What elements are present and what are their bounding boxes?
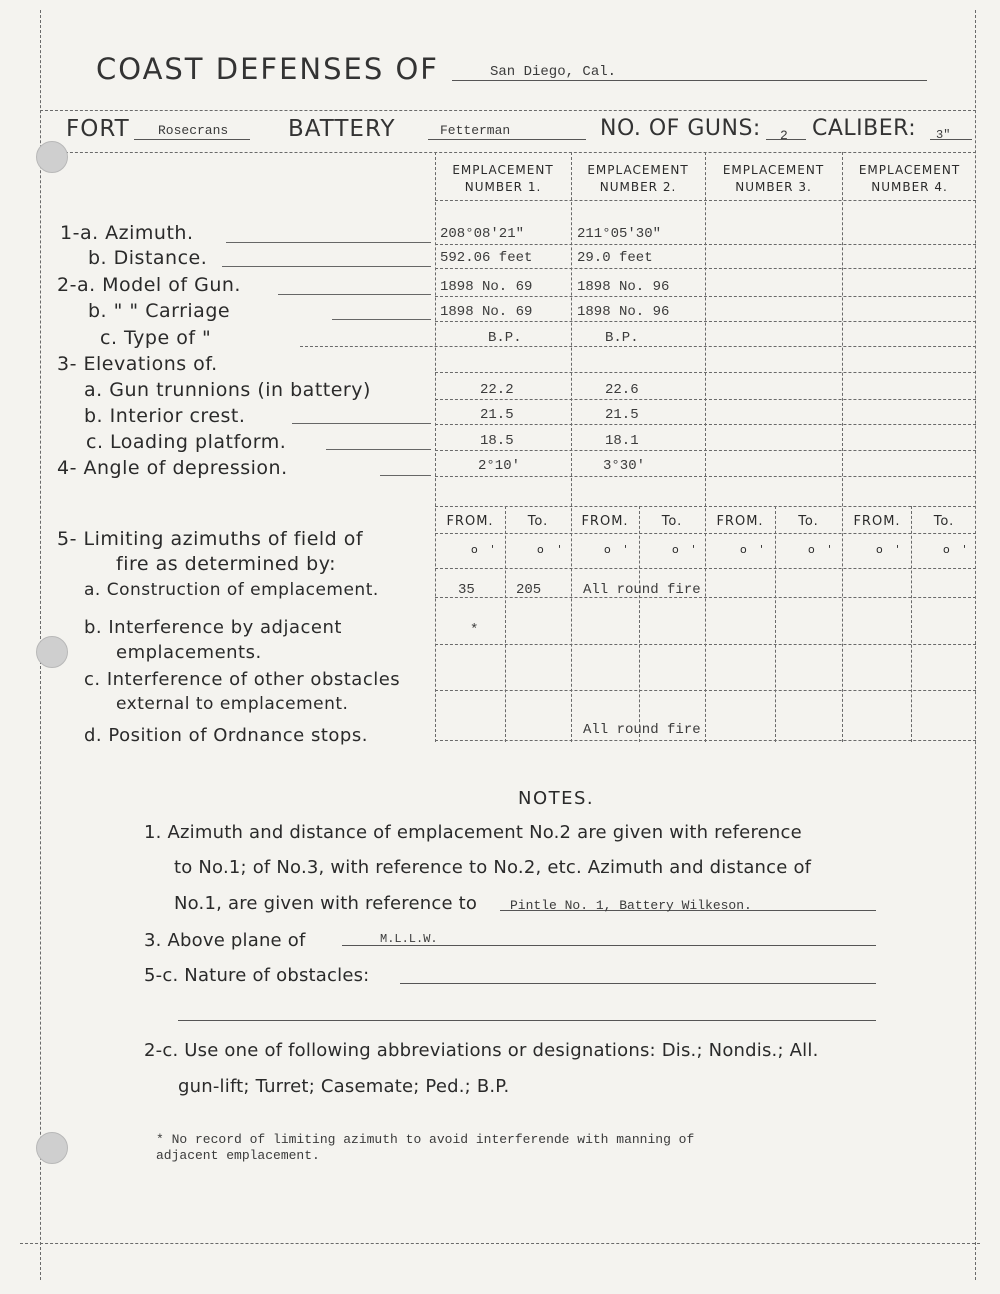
- minute-mark: ': [491, 543, 495, 556]
- label-interference-obstacles-1: c. Interference of other obstacles: [84, 669, 401, 690]
- bottom-border-line: [20, 1243, 980, 1244]
- battery-line: [428, 139, 586, 140]
- row-line: [300, 346, 976, 347]
- distance-e1: 592.06 feet: [440, 250, 533, 266]
- degree-mark: o: [604, 543, 611, 556]
- row-line: [435, 568, 976, 569]
- construction-e1-to: 205: [516, 582, 542, 598]
- type-e1: B.P.: [488, 330, 522, 346]
- leader-line: [326, 449, 431, 450]
- trunnions-e2: 22.6: [605, 382, 639, 398]
- platform-e2: 18.1: [605, 433, 639, 449]
- col-line-2: [571, 152, 572, 742]
- ordnance-stops-e2: All round fire: [583, 722, 701, 738]
- note-5c-underline-1: [400, 983, 876, 984]
- degree-mark: o: [672, 543, 679, 556]
- footnote-line-2: adjacent emplacement.: [156, 1148, 320, 1163]
- azimuth-e2: 211°05'30": [577, 226, 662, 242]
- carriage-e2: 1898 No. 96: [577, 304, 670, 320]
- crest-e2: 21.5: [605, 407, 639, 423]
- caliber-value: 3": [936, 128, 951, 142]
- note-2c-line-1: 2-c. Use one of following abbreviations or designations: Dis.; Nondis.; All.: [144, 1040, 819, 1061]
- label-carriage: b. " " Carriage: [88, 300, 231, 322]
- label-elevations: 3- Elevations of.: [57, 353, 218, 375]
- fort-label: FORT: [66, 116, 130, 142]
- row-line: [435, 372, 976, 373]
- row-line: [435, 476, 976, 477]
- row-line: [435, 424, 976, 425]
- guns-value: 2: [780, 128, 788, 143]
- leader-line: [332, 319, 431, 320]
- from-header-1: FROM.: [446, 514, 494, 529]
- leader-line: [292, 423, 431, 424]
- model-gun-e2: 1898 No. 96: [577, 279, 670, 295]
- label-platform: c. Loading platform.: [86, 431, 287, 453]
- col-line-1: [435, 152, 436, 742]
- col-line-half-1: [505, 506, 506, 742]
- note-1-reference-value: Pintle No. 1, Battery Wilkeson.: [510, 898, 752, 913]
- punch-hole-middle: [36, 636, 68, 668]
- degree-mark: o: [808, 543, 815, 556]
- leader-line: [226, 242, 431, 243]
- battery-label: BATTERY: [288, 116, 396, 142]
- from-header-4: FROM.: [853, 514, 901, 529]
- col-line-3: [705, 152, 706, 742]
- label-ordnance-stops: d. Position of Ordnance stops.: [84, 725, 368, 746]
- row-line: [435, 399, 976, 400]
- note-5c: 5-c. Nature of obstacles:: [144, 965, 370, 986]
- to-header-2: To.: [661, 514, 683, 529]
- model-gun-e1: 1898 No. 69: [440, 279, 533, 295]
- label-interference-obstacles-2: external to emplacement.: [116, 694, 349, 714]
- row-line: [435, 268, 976, 269]
- type-e2: B.P.: [605, 330, 639, 346]
- column-header-3: [707, 162, 840, 196]
- note-2c-line-2: gun-lift; Turret; Casemate; Ped.; B.P.: [178, 1076, 510, 1097]
- row-line: [435, 644, 976, 645]
- depression-e2: 3°30': [603, 458, 646, 474]
- note-1-line-3: No.1, are given with reference to: [174, 893, 478, 914]
- row-line: [435, 450, 976, 451]
- limiting-azimuths-subtitle: fire as determined by:: [116, 553, 336, 575]
- platform-e1: 18.5: [480, 433, 514, 449]
- carriage-e1: 1898 No. 69: [440, 304, 533, 320]
- notes-title: NOTES.: [518, 788, 595, 809]
- degree-mark: o: [471, 543, 478, 556]
- minute-mark: ': [624, 543, 628, 556]
- note-3: 3. Above plane of: [144, 930, 306, 951]
- limiting-azimuths-title: 5- Limiting azimuths of field of: [57, 528, 364, 550]
- footnote-line-1: * No record of limiting azimuth to avoid interferende with manning of: [156, 1132, 695, 1147]
- note-1-line-1: 1. Azimuth and distance of emplacement No.2 are given with reference: [144, 822, 802, 843]
- leader-line: [380, 475, 431, 476]
- label-type: c. Type of ": [100, 327, 212, 349]
- minute-mark: ': [692, 543, 696, 556]
- azimuth-e1: 208°08'21": [440, 226, 525, 242]
- row-line: [435, 200, 976, 201]
- row-line: [435, 244, 976, 245]
- caliber-label: CALIBER:: [812, 116, 917, 141]
- from-header-2: FROM.: [581, 514, 629, 529]
- column-header-3-line1: EMPLACEMENT: [722, 163, 825, 177]
- punch-hole-bottom: [36, 1132, 68, 1164]
- row-line: [435, 740, 976, 741]
- fort-value: Rosecrans: [158, 123, 229, 138]
- distance-e2: 29.0 feet: [577, 250, 653, 266]
- row-line: [435, 296, 976, 297]
- punch-hole-top: [36, 141, 68, 173]
- row-line: [435, 690, 976, 691]
- note-1-line-2: to No.1; of No.3, with reference to No.2, etc. Azimuth and distance of: [174, 857, 812, 878]
- label-construction: a. Construction of emplacement.: [84, 580, 379, 600]
- minute-mark: ': [760, 543, 764, 556]
- row-line: [435, 533, 976, 534]
- label-trunnions: a. Gun trunnions (in battery): [84, 379, 371, 401]
- label-interference-adjacent-2: emplacements.: [116, 642, 262, 663]
- depression-e1: 2°10': [478, 458, 521, 474]
- row-line: [435, 321, 976, 322]
- column-header-4: [844, 162, 975, 196]
- trunnions-e1: 22.2: [480, 382, 514, 398]
- label-model-gun: 2-a. Model of Gun.: [57, 274, 241, 296]
- to-header-1: To.: [527, 514, 549, 529]
- guns-label: NO. OF GUNS:: [600, 116, 761, 141]
- leader-line: [278, 294, 431, 295]
- label-crest: b. Interior crest.: [84, 405, 246, 427]
- label-azimuth: 1-a. Azimuth.: [60, 222, 194, 244]
- column-header-2-line2: NUMBER 2.: [599, 180, 677, 194]
- col-line-half-3: [775, 506, 776, 742]
- label-interference-adjacent-1: b. Interference by adjacent: [84, 617, 342, 638]
- construction-e1-from: 35: [458, 582, 475, 598]
- column-header-4-line2: NUMBER 4.: [871, 180, 948, 194]
- note-5c-underline-2: [178, 1020, 876, 1021]
- minute-mark: ': [558, 543, 562, 556]
- coast-defenses-label: COAST DEFENSES OF: [96, 52, 439, 86]
- coast-defenses-line: [452, 80, 927, 81]
- degree-mark: o: [740, 543, 747, 556]
- note-3-value: M.L.L.W.: [380, 932, 438, 946]
- to-header-4: To.: [933, 514, 955, 529]
- column-header-2: [573, 162, 703, 196]
- battery-value: Fetterman: [440, 123, 511, 138]
- column-header-1-line1: EMPLACEMENT: [452, 163, 554, 177]
- coast-defenses-value: San Diego, Cal.: [490, 64, 617, 80]
- crest-e1: 21.5: [480, 407, 514, 423]
- column-header-3-line2: NUMBER 3.: [735, 180, 812, 194]
- label-distance: b. Distance.: [88, 247, 208, 269]
- column-header-2-line1: EMPLACEMENT: [587, 163, 689, 177]
- minute-mark: ': [896, 543, 900, 556]
- label-depression: 4- Angle of depression.: [57, 457, 288, 479]
- fort-line: [134, 139, 250, 140]
- degree-mark: o: [537, 543, 544, 556]
- column-header-1-line2: NUMBER 1.: [464, 180, 542, 194]
- column-header-1: [437, 162, 569, 196]
- construction-e2: All round fire: [583, 582, 701, 598]
- from-header-3: FROM.: [716, 514, 764, 529]
- header-divider-bottom: [40, 152, 976, 153]
- header-divider-top: [40, 110, 976, 111]
- column-header-4-line1: EMPLACEMENT: [858, 163, 961, 177]
- col-line-half-4: [911, 506, 912, 742]
- row-line: [435, 506, 976, 507]
- to-header-3: To.: [798, 514, 819, 529]
- minute-mark: ': [963, 543, 967, 556]
- leader-line: [222, 266, 431, 267]
- col-line-half-2: [639, 506, 640, 742]
- degree-mark: o: [876, 543, 883, 556]
- degree-mark: o: [943, 543, 950, 556]
- minute-mark: ': [828, 543, 832, 556]
- col-line-4: [842, 152, 843, 742]
- interference-adjacent-e1: *: [470, 622, 479, 638]
